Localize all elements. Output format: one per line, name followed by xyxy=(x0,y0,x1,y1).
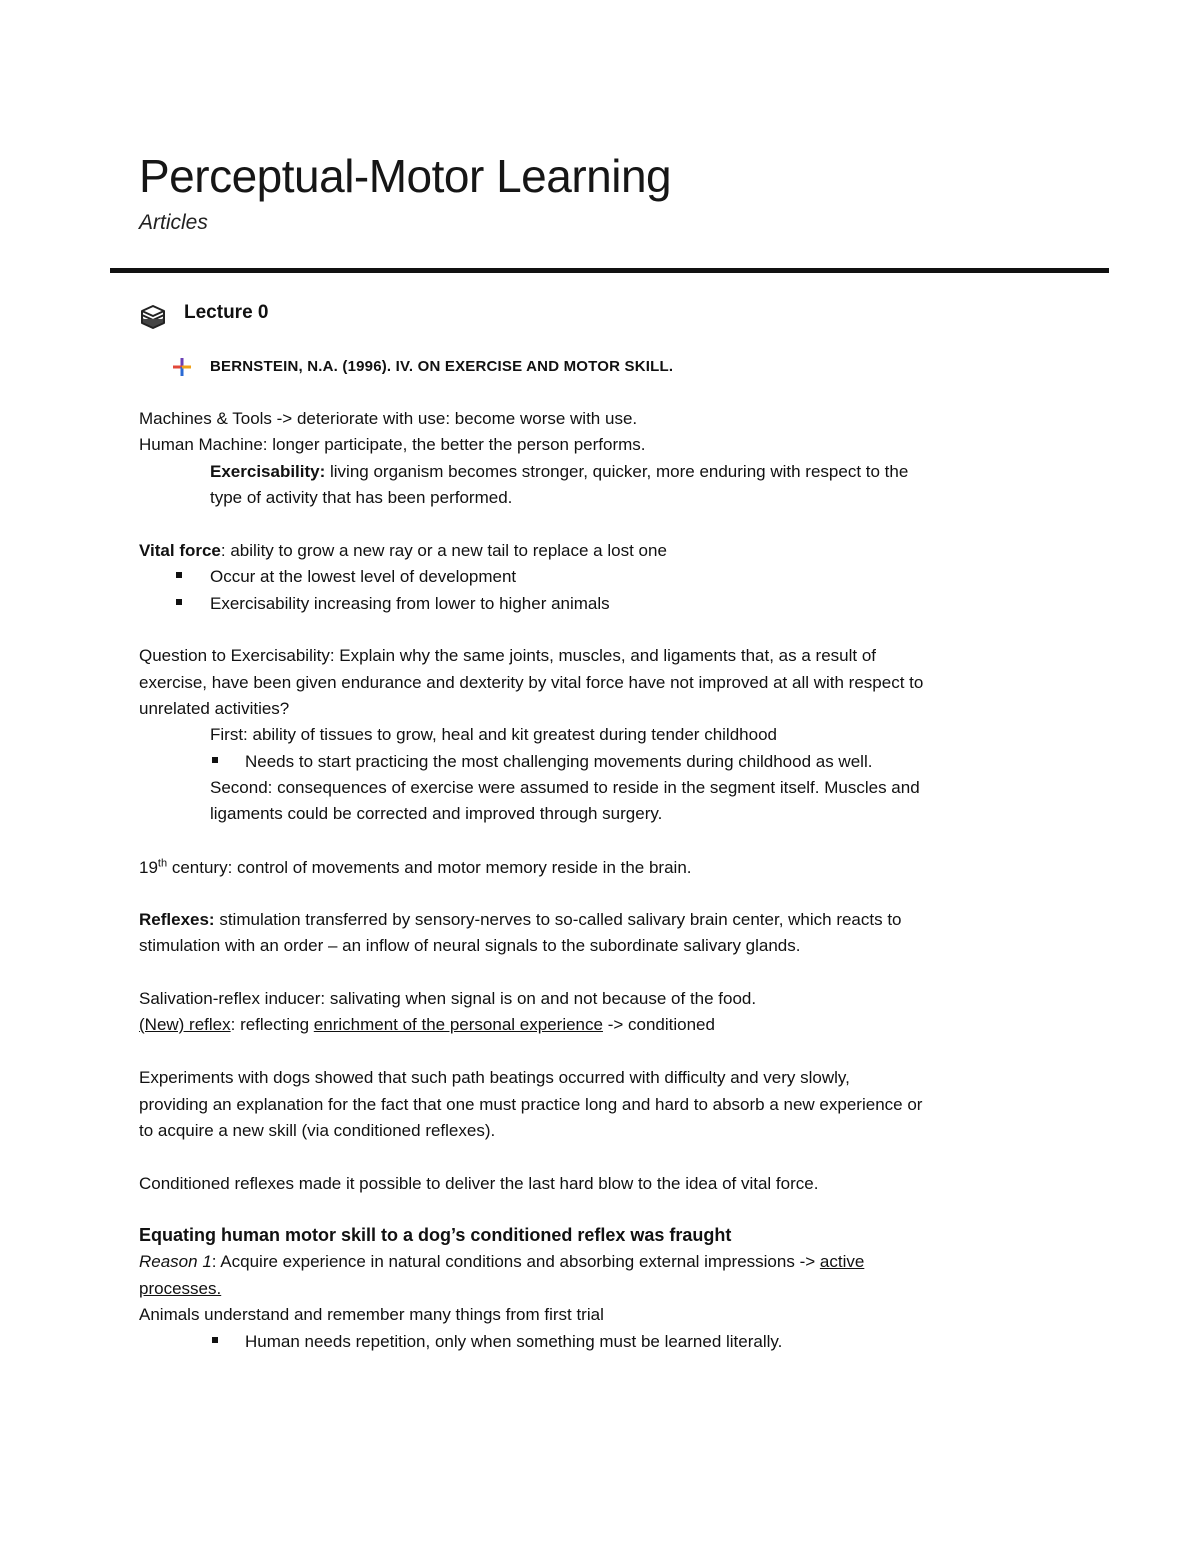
conditioned-line: Conditioned reflexes made it possible to deliver the last hard blow to the idea of vital force. xyxy=(139,1174,819,1193)
exercisability-line-2: type of activity that has been performed. xyxy=(210,488,513,507)
question-line-3: unrelated activities? xyxy=(139,699,290,718)
reason-text: : Acquire experience in natural conditions and absorbing external impressions -> xyxy=(211,1252,820,1271)
section-heading: Equating human motor skill to a dog’s conditioned reflex was fraught xyxy=(139,1225,732,1245)
experiments-line-3: to acquire a new skill (via conditioned reflexes). xyxy=(139,1121,496,1140)
list-item: Exercisability increasing from lower to higher animals xyxy=(210,594,610,613)
enrichment-phrase: enrichment of the personal experience xyxy=(313,1015,603,1034)
reflexes-line xyxy=(139,907,902,933)
experiments-line-2: providing an explanation for the fact that one must practice long and hard to absorb a new experience or xyxy=(139,1095,923,1114)
experiments-line-1: Experiments with dogs showed that such path beatings occurred with difficulty and very slowly, xyxy=(139,1068,850,1087)
article-reference: BERNSTEIN, N.A. (1996). IV. ON EXERCISE AND MOTOR SKILL. xyxy=(210,358,674,375)
exercisability-definition: living organism becomes stronger, quicker, more enduring with respect to the xyxy=(325,462,909,481)
list-item: Occur at the lowest level of development xyxy=(210,567,517,586)
active-link-text: active xyxy=(819,1252,865,1271)
century-suffix: th xyxy=(157,857,168,870)
vital-force-definition: : ability to grow a new ray or a new tail to replace a lost one xyxy=(220,541,667,560)
reflexes-definition: stimulation transferred by sensory-nerves to so-called salivary brain center, which reacts to xyxy=(214,910,902,929)
century-line xyxy=(139,855,692,881)
new-reflex-line xyxy=(139,1012,715,1038)
processes-text: processes. xyxy=(139,1279,222,1298)
list-item: Needs to start practicing the most challenging movements during childhood as well. xyxy=(245,752,873,771)
second-reason-line-1: Second: consequences of exercise were assumed to reside in the segment itself. Muscles and xyxy=(210,778,920,797)
vital-force-line xyxy=(139,538,667,564)
human-machine-line: Human Machine: longer participate, the better the person performs. xyxy=(139,435,646,454)
title-divider xyxy=(110,268,1109,273)
reflexes-line-2: stimulation with an order – an inflow of neural signals to the subordinate salivary glands. xyxy=(139,936,801,955)
first-reason: First: ability of tissues to grow, heal and kit greatest during tender childhood xyxy=(210,725,777,744)
books-icon xyxy=(139,303,167,329)
century-text: century: control of movements and motor memory reside in the brain. xyxy=(167,858,692,877)
question-line-1: Question to Exercisability: Explain why the same joints, muscles, and ligaments that, as a result of xyxy=(139,646,877,665)
star-bullet-icon xyxy=(172,357,192,377)
reason-line xyxy=(139,1249,864,1275)
exercisability-term: Exercisability: xyxy=(210,462,326,481)
new-reflex-term: (New) reflex xyxy=(139,1015,231,1034)
bullet-icon xyxy=(176,572,182,578)
reason-label: Reason 1 xyxy=(139,1252,212,1271)
century-number: 19 xyxy=(139,858,158,877)
new-reflex-end: -> conditioned xyxy=(602,1015,715,1034)
new-reflex-middle: : reflecting xyxy=(230,1015,314,1034)
second-reason-line-2: ligaments could be corrected and improved through surgery. xyxy=(210,804,663,823)
reflexes-term: Reflexes: xyxy=(139,910,215,929)
list-item: Human needs repetition, only when something must be learned literally. xyxy=(245,1332,783,1351)
lecture-heading: Lecture 0 xyxy=(184,302,269,323)
machines-line: Machines & Tools -> deteriorate with use: become worse with use. xyxy=(139,409,638,428)
question-line-2: exercise, have been given endurance and dexterity by vital force have not improved at all with respect to xyxy=(139,673,924,692)
bullet-icon xyxy=(212,757,218,763)
vital-force-term: Vital force xyxy=(139,541,221,560)
bullet-icon xyxy=(176,599,182,605)
exercisability-line xyxy=(210,459,908,485)
page-title: Perceptual-Motor Learning xyxy=(139,150,672,202)
bullet-icon xyxy=(212,1337,218,1343)
page-subtitle: Articles xyxy=(139,211,208,234)
salivation-line: Salivation-reflex inducer: salivating when signal is on and not because of the food. xyxy=(139,989,757,1008)
animals-line: Animals understand and remember many things from first trial xyxy=(139,1305,604,1324)
